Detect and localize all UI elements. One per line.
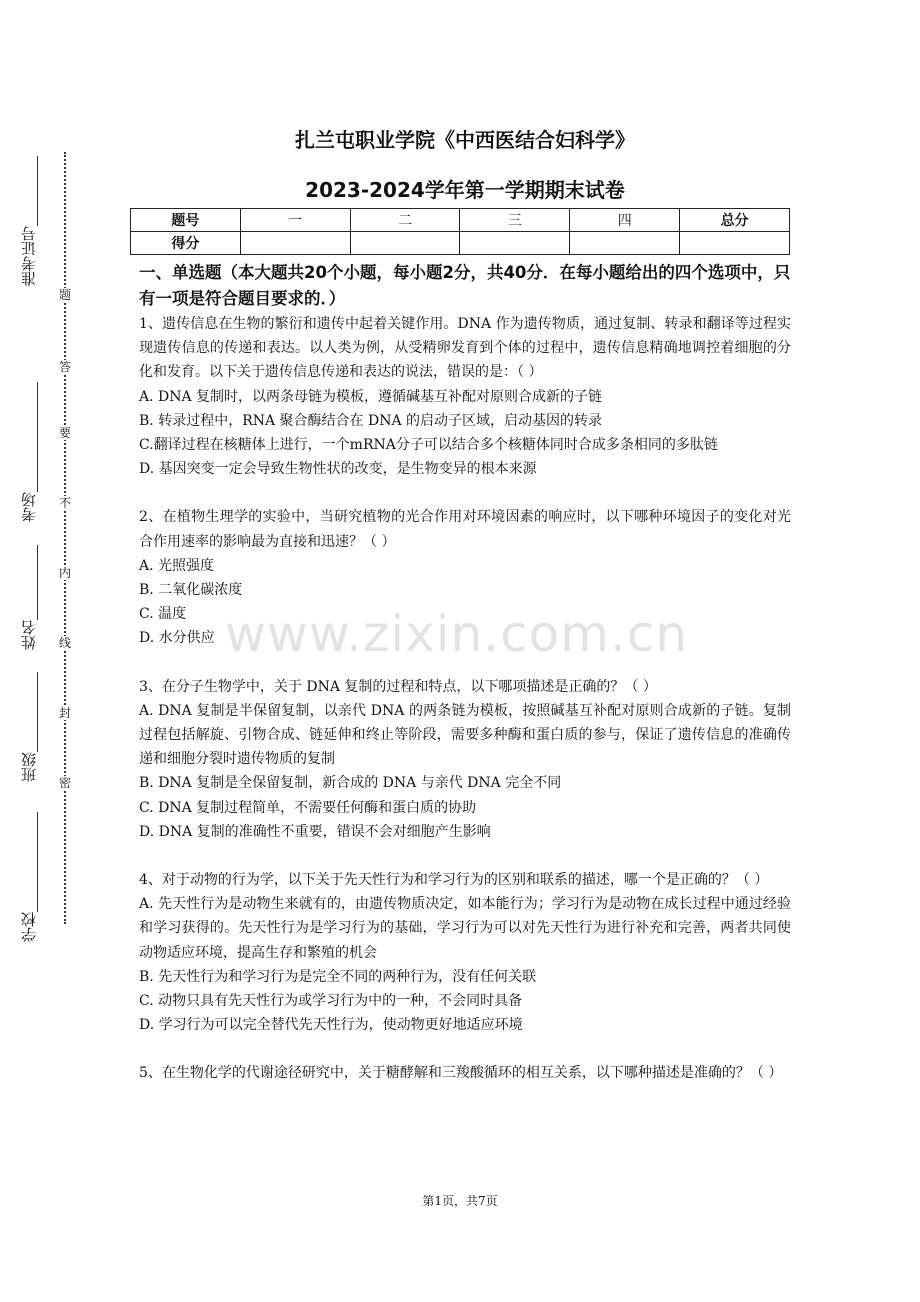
class-label: 班级 (20, 752, 38, 782)
score-row-label: 得分 (131, 232, 241, 255)
exam-title: 扎兰屯职业学院《中西医结合妇科学》 (295, 128, 635, 152)
score-cell[interactable] (350, 232, 460, 255)
question-option: B. DNA 复制是全保留复制，新合成的 DNA 与亲代 DNA 完全不同 (139, 775, 562, 792)
class-underline (37, 672, 38, 752)
exam-id-underline (37, 156, 38, 226)
seal-char: 密 (58, 776, 71, 790)
exam-id-field[interactable] (20, 226, 38, 286)
question-option: D. 学习行为可以完全替代先天性行为，使动物更好地适应环境 (139, 1017, 523, 1034)
question-option: D. DNA 复制的准确性不重要，错误不会对细胞产生影响 (139, 823, 491, 840)
section-heading: 一、单选题（本大题共20个小题，每小题2分，共40分．在每小题给出的四个选项中，只有一项是符合题目要求的．） (139, 263, 791, 308)
score-cell[interactable] (570, 232, 680, 255)
question-option: B. 先天性行为和学习行为是完全不同的两种行为，没有任何关联 (139, 968, 537, 985)
question-option: A. DNA 复制时，以两条母链为模板，遵循碱基互补配对原则合成新的子链 (139, 388, 603, 405)
name-field[interactable] (20, 620, 38, 650)
score-table-header-cell: 一 (240, 209, 350, 232)
question-stem: 1、遗传信息在生物的繁衍和遗传中起着关键作用。DNA 作为遗传物质，通过复制、转录和翻译等过程实现遗传信息的传递和表达。以人类为例，从受精卵发育到个体的过程中，遗传信息精确地调控着细胞的分化和发育。以下关于遗传信息传递和表达的说法，错误的是：（ ） (139, 316, 791, 381)
question-stem: 2、在植物生理学的实验中，当研究植物的光合作用对环境因素的响应时，以下哪种环境因子的变化对光合作用速率的影响最为直接和迅速？（ ） (139, 509, 791, 550)
question-option: C. 动物只具有先天性行为或学习行为中的一种，不会同时具备 (139, 993, 523, 1010)
seal-char: 题 (58, 288, 71, 302)
question-option: A. 先天性行为是动物生来就有的，由遗传物质决定，如本能行为；学习行为是动物在成长过程中通过经验和学习获得的。先天性行为是学习行为的基础，学习行为可以对先天性行为进行补充和完善，两者共同使动物适应环境，提高生存和繁殖的机会 (139, 896, 791, 961)
question-option: A. DNA 复制是半保留复制，以亲代 DNA 的两条链为模板，按照碱基互补配对原则合成新的子链。复制过程包括解旋、引物合成、链延伸和终止等阶段，需要多种酶和蛋白质的参与，保证了遗传信息的准确传递和细胞分裂时遗传物质的复制 (139, 702, 791, 768)
exam-room-label: 考场 (20, 492, 38, 522)
exam-room-field[interactable] (20, 492, 38, 522)
seal-char: 不 (58, 496, 71, 510)
score-table-score-row (131, 232, 790, 255)
exam-id-label: 准考证号 (20, 226, 38, 286)
page-footer: 第1页，共7页 (422, 1194, 498, 1208)
exam-subtitle: 2023-2024学年第一学期期末试卷 (305, 178, 625, 202)
seal-char: 线 (58, 636, 71, 650)
school-underline (37, 812, 38, 912)
question-stem: 5、在生物化学的代谢途径研究中，关于糖酵解和三羧酸循环的相互关系，以下哪种描述是准确的？（ ） (139, 1065, 783, 1082)
question-option: C. DNA 复制过程简单，不需要任何酶和蛋白质的协助 (139, 799, 477, 816)
score-table-header-cell: 四 (570, 209, 680, 232)
score-cell[interactable] (680, 232, 790, 255)
question-option: D. 基因突变一定会导致生物性状的改变，是生物变异的根本来源 (139, 461, 537, 478)
class-field[interactable] (20, 752, 38, 782)
score-table-header-cell: 总分 (680, 209, 790, 232)
school-label: 学校 (20, 912, 38, 942)
question-5 (139, 1061, 791, 1085)
question-stem: 4、对于动物的行为学，以下关于先天性行为和学习行为的区别和联系的描述，哪一个是正确的？（ ） (139, 872, 769, 889)
score-cell[interactable] (240, 232, 350, 255)
question-stem: 3、在分子生物学中，关于 DNA 复制的过程和特点，以下哪项描述是正确的？（ ） (139, 678, 657, 695)
question-2 (139, 505, 791, 650)
question-4 (139, 868, 791, 1037)
question-3 (139, 675, 791, 844)
name-underline (37, 545, 38, 620)
score-table-header-cell: 三 (460, 209, 570, 232)
seal-char: 内 (58, 566, 71, 580)
watermark: www.zixin.com.cn (225, 605, 689, 663)
exam-room-underline (37, 382, 38, 492)
question-option: B. 转录过程中，RNA 聚合酶结合在 DNA 的启动子区域，启动基因的转录 (139, 412, 603, 429)
school-field[interactable] (20, 912, 38, 942)
question-option: C.翻译过程在核糖体上进行，一个mRNA分子可以结合多个核糖体同时合成多条相同的多肽链 (139, 437, 718, 454)
question-1 (139, 312, 791, 481)
question-option: B. 二氧化碳浓度 (139, 582, 243, 599)
score-table-header-cell: 二 (350, 209, 460, 232)
seal-char: 封 (58, 706, 71, 720)
score-table-header-cell: 题号 (131, 209, 241, 232)
score-table-header-row (131, 209, 790, 232)
question-option: C. 温度 (139, 606, 187, 623)
question-option: A. 光照强度 (139, 557, 215, 574)
seal-char: 要 (58, 426, 71, 440)
exam-content (139, 260, 791, 1110)
question-option: D. 水分供应 (139, 630, 215, 647)
seal-char: 答 (58, 360, 71, 374)
score-cell[interactable] (460, 232, 570, 255)
name-label: 姓名 (20, 620, 38, 650)
binding-dotted-line (64, 152, 66, 924)
score-table (130, 208, 790, 255)
